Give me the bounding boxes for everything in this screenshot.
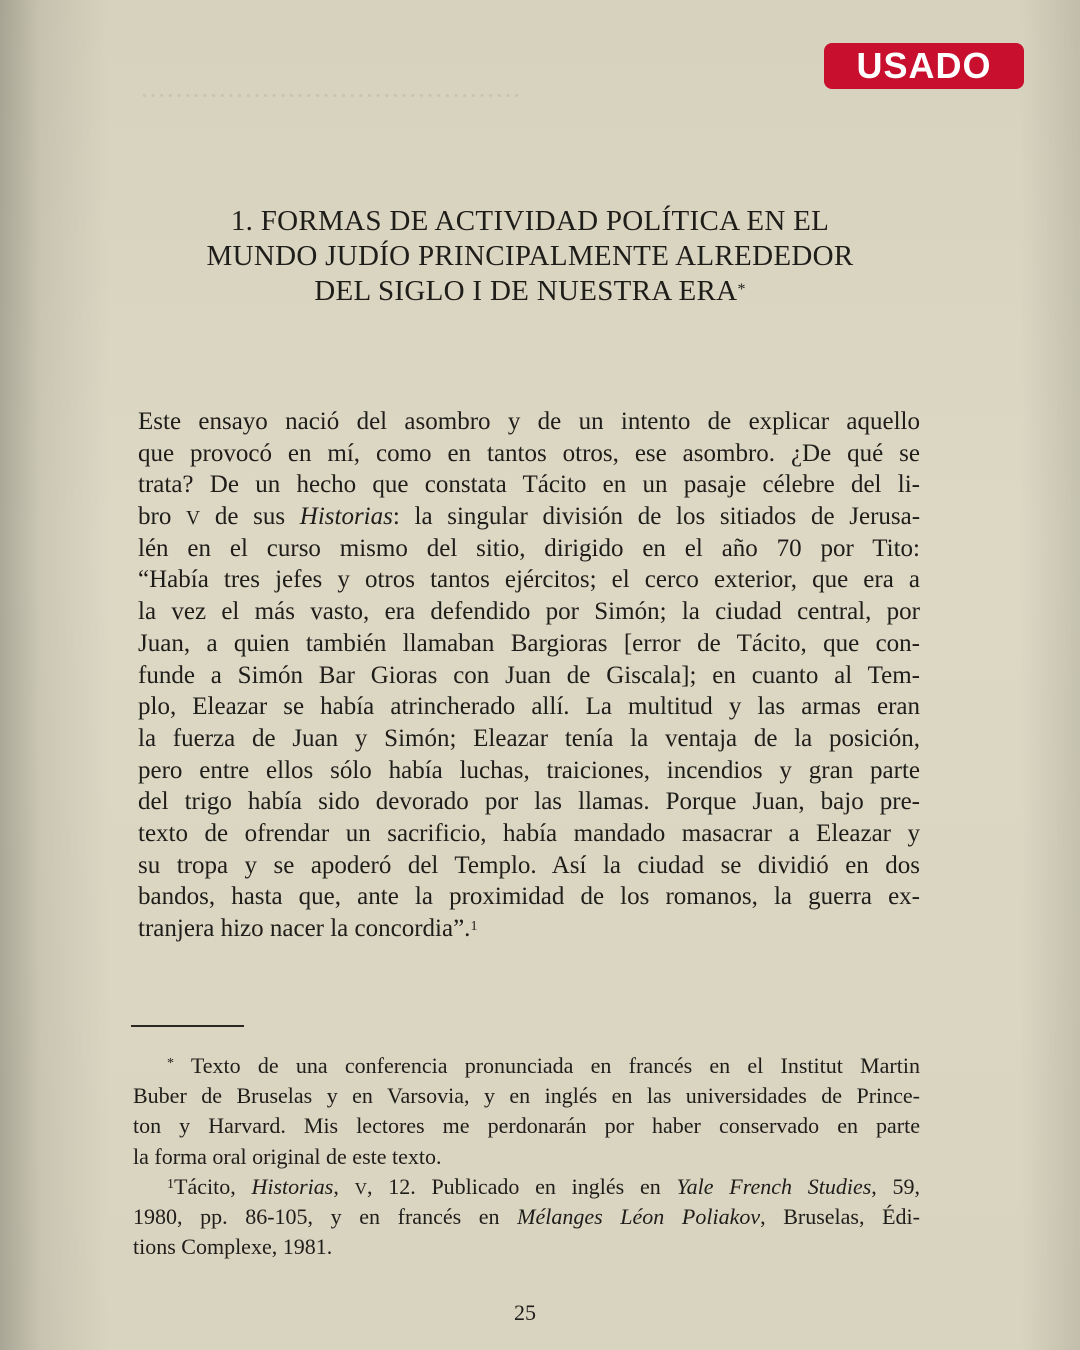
footnote-line: tions Complexe, 1981. <box>133 1234 333 1260</box>
chapter-title-line-last <box>140 274 920 309</box>
footnote-star-mark: * <box>167 1056 174 1071</box>
body-line: Este ensayo nació del asombro y de un intento de explicar aquello <box>138 408 920 435</box>
body-line: lén en el curso mismo del sitio, dirigido en el año 70 por Tito: <box>138 534 920 562</box>
footnote-line: Buber de Bruselas y en Varsovia, y en inglés en las universidades de Prince- <box>133 1083 920 1109</box>
footnote-line: * Texto de una conferencia pronunciada en francés en el Institut Martin <box>167 1053 920 1078</box>
footnote-line: $^1$Tácito, Historias, V, 12. Publicado en inglés en Yale French Studies, 59, <box>167 1173 921 1199</box>
page-number: 25 <box>514 1300 536 1325</box>
body-line: del trigo había sido devorado por las llamas. Porque Juan, bajo pre- <box>138 788 920 816</box>
body-line: su tropa y se apoderó del Templo. Así la ciudad se dividió en dos <box>138 851 920 879</box>
body-line: funde a Simón Bar Gioras con Juan de Giscala]; en cuanto al Tem- <box>138 661 920 689</box>
footnote-rule <box>131 1025 244 1027</box>
body-line: que provocó en mí, como en tantos otros, ese asombro. ¿De qué se <box>138 439 920 467</box>
chapter-title-line-text: DEL SIGLO I DE NUESTRA ERA <box>314 275 738 307</box>
body-paragraph <box>138 406 920 945</box>
used-badge: USADO <box>824 43 1024 89</box>
chapter-title <box>140 204 920 309</box>
title-footnote-mark: * <box>737 281 746 298</box>
body-line: la fuerza de Juan y Simón; Eleazar tenía la ventaja de la posición, <box>138 724 920 752</box>
footnote-1-mark: 1 <box>167 1176 174 1192</box>
footnote-line: 1980, pp. 86-105, y en francés en Mélanges Léon Poliakov, Bruselas, Édi- <box>133 1203 920 1229</box>
footnote-line: la forma oral original de este texto. <box>133 1143 442 1169</box>
body-line: bandos, hasta que, ante la proximidad de los romanos, la guerra ex- <box>138 883 920 911</box>
footnote-ref: 1 <box>470 919 478 934</box>
body-line: bro V de sus Historias: la singular división de los sitiados de Jerusa- <box>138 503 921 531</box>
chapter-title-line: MUNDO JUDÍO PRINCIPALMENTE ALREDEDOR <box>206 240 854 272</box>
body-line: Juan, a quien también llamaban Bargioras [error de Tácito, que con- <box>138 629 920 657</box>
body-line: texto de ofrendar un sacrificio, había mandado masacrar a Eleazar y <box>138 819 920 847</box>
book-title-italic: Historias <box>299 503 393 531</box>
body-line: la vez el más vasto, era defendido por Simón; la ciudad central, por <box>138 598 920 626</box>
book-numeral: V <box>186 508 201 530</box>
footnotes <box>133 1051 920 1262</box>
body-line: “Había tres jefes y otros tantos ejércitos; el cerco exterior, que era a <box>138 566 920 594</box>
body-line: trata? De un hecho que constata Tácito en un pasaje célebre del li- <box>138 471 920 499</box>
bleed-through-text: ············································ <box>140 81 521 110</box>
chapter-title-line: 1. FORMAS DE ACTIVIDAD POLÍTICA EN EL <box>230 205 830 237</box>
body-line-last: tranjera hizo nacer la concordia”.$^1$ <box>138 915 478 942</box>
footnote-line: ton y Harvard. Mis lectores me perdonarán por haber conservado en parte <box>133 1113 920 1139</box>
body-line: pero entre ellos sólo había luchas, traiciones, incendios y gran parte <box>138 756 920 784</box>
body-line: plo, Eleazar se había atrincherado allí. La multitud y las armas eran <box>138 693 920 721</box>
